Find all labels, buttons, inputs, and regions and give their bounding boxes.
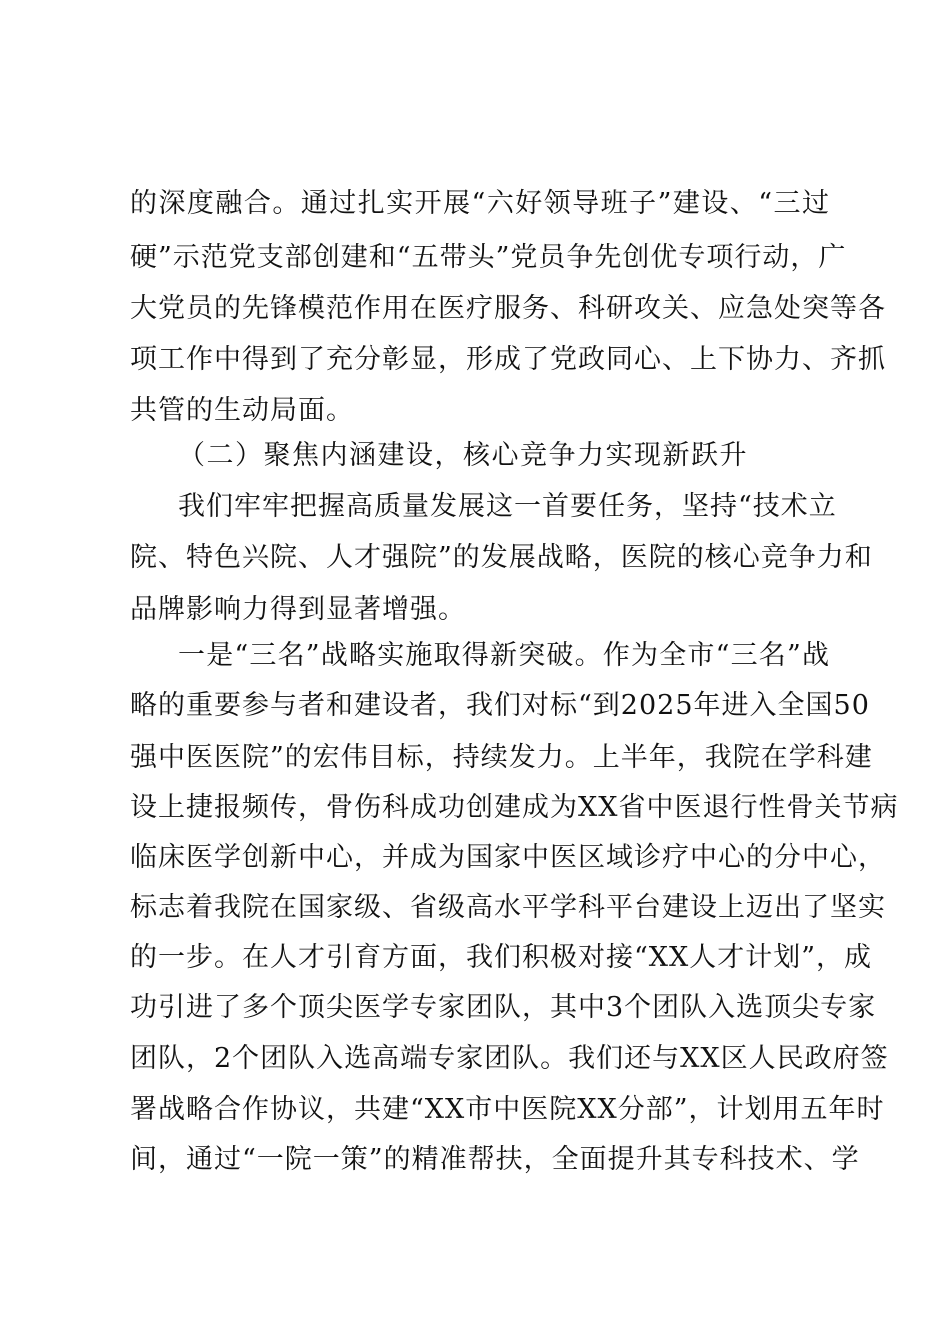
text-line: 功引进了多个顶尖医学专家团队，其中3个团队入选顶尖专家 — [130, 992, 877, 1023]
text-line: 署战略合作协议，共建“XX市中医院XX分部”，计划用五年时 — [130, 1094, 885, 1125]
text-line: 团队，2个团队入选高端专家团队。我们还与XX区人民政府签 — [130, 1043, 889, 1074]
text-line: 的深度融合。通过扎实开展“六好领导班子”建设、“三过 — [130, 188, 830, 219]
text-line: 共管的生动局面。 — [130, 395, 354, 426]
text-line: 品牌影响力得到显著增强。 — [130, 594, 466, 625]
text-line: 项工作中得到了充分彰显，形成了党政同心、上下协力、齐抓 — [130, 344, 886, 375]
text-line: 硬”示范党支部创建和“五带头”党员争先创优专项行动，广 — [130, 242, 847, 273]
text-line: 间，通过“一院一策”的精准帮扶，全面提升其专科技术、学 — [130, 1144, 860, 1175]
text-line: 的一步。在人才引育方面，我们积极对接“XX人才计划”，成 — [130, 942, 873, 973]
text-line: 略的重要参与者和建设者，我们对标“到2025年进入全国50 — [130, 690, 870, 721]
section-heading: （二）聚焦内涵建设，核心竞争力实现新跃升 — [178, 440, 748, 471]
text-line: 院、特色兴院、人才强院”的发展战略，医院的核心竞争力和 — [130, 542, 873, 573]
text-line: 大党员的先锋模范作用在医疗服务、科研攻关、应急处突等各 — [130, 293, 886, 324]
text-line: 一是“三名”战略实施取得新突破。作为全市“三名”战 — [178, 640, 830, 671]
text-line: 我们牢牢把握高质量发展这一首要任务，坚持“技术立 — [178, 491, 837, 522]
text-line: 标志着我院在国家级、省级高水平学科平台建设上迈出了坚实 — [130, 892, 886, 923]
text-line: 强中医医院”的宏伟目标，持续发力。上半年，我院在学科建 — [130, 742, 873, 773]
text-line: 设上捷报频传，骨伤科成功创建成为XX省中医退行性骨关节病 — [130, 792, 899, 823]
text-line: 临床医学创新中心，并成为国家中医区域诊疗中心的分中心， — [130, 842, 886, 873]
